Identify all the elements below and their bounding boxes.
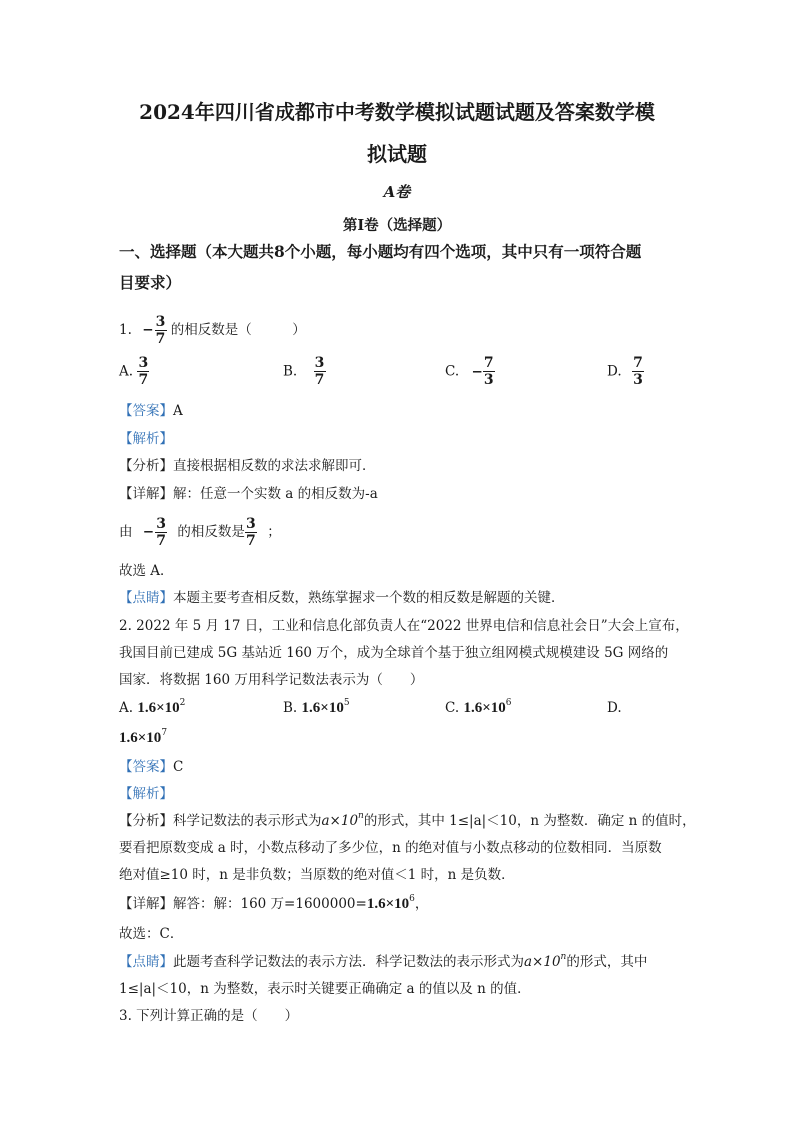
q2-option-d-label: D. [607, 700, 622, 716]
q1-option-a [119, 355, 149, 388]
answer-tag: 【答案】 [119, 403, 173, 419]
numerator: 3 [156, 516, 166, 532]
fenxi-tag: 【分析】 [119, 813, 173, 829]
q1-choose: 故选 A． [119, 563, 174, 579]
section-heading-line1: 一、选择题（本大题共8个小题，每小题均有四个选项，其中只有一项符合题 [119, 242, 642, 261]
q2-fenxi-line2: 要看把原数变成 a 时，小数点移动了多少位，n 的绝对值与小数点移动的位数相同．当原数 [119, 840, 662, 856]
q2-dianjing-line1 [119, 952, 647, 972]
q2-option-d [119, 730, 167, 747]
q2-answer [119, 757, 183, 777]
numerator: 3 [314, 355, 325, 371]
answer-value: A [173, 403, 183, 419]
q1-option-c [445, 355, 495, 388]
q2-option-c [445, 700, 511, 717]
q2-option-b [283, 700, 350, 717]
q3-stem-line1: 3. 下列计算正确的是（ ） [119, 1008, 299, 1024]
question-1-stem [119, 313, 306, 347]
option-base: 1.6×10 [137, 700, 180, 716]
section-heading-line2: 目要求） [119, 273, 182, 292]
q1-option-b [283, 355, 326, 388]
xiangjie-base: 1.6×10 [366, 896, 410, 912]
denominator: 3 [633, 372, 643, 388]
denominator: 7 [155, 331, 166, 347]
fenxi-tag: 【分析】 [119, 458, 173, 474]
option-label: B. [283, 700, 298, 716]
q1-option-d [607, 355, 644, 388]
dianjing-tag: 【点睛】 [119, 954, 173, 970]
answer-value: C [173, 759, 184, 775]
denominator: 7 [314, 372, 325, 388]
solution-by: 由 [119, 524, 133, 540]
denominator: 7 [138, 372, 149, 388]
doc-title-line2: 拟试题 [367, 142, 427, 166]
option-base: 1.6×10 [301, 700, 344, 716]
denominator: 3 [483, 372, 494, 388]
option-exponent: 6 [505, 698, 512, 708]
fenxi-exponent: n [358, 811, 364, 821]
denominator: 7 [246, 533, 256, 549]
minus-sign: − [142, 524, 155, 540]
solution-mid: 的相反数是 [177, 524, 245, 540]
q1-dianjing [119, 588, 565, 608]
numerator: 7 [483, 355, 494, 371]
dianjing-formula: a×10 [524, 954, 561, 970]
q2-dianjing-line2: 1≤|a|＜10，n 为整数，表示时关键要正确确定 a 的值以及 n 的值． [119, 981, 531, 997]
option-base: 1.6×10 [463, 700, 506, 716]
numerator: 3 [246, 516, 256, 532]
question-number: 1. [119, 322, 132, 338]
q2-stem-line2: 我国目前已建成 5G 基站近 160 万个，成为全球首个基于独立组网模式规模建设 5G 网络的 [119, 645, 669, 661]
q1-fenxi [119, 456, 376, 476]
q1-xiangjie [119, 484, 378, 504]
xiangjie-exponent: 6 [409, 894, 415, 904]
semicolon: ； [267, 524, 281, 540]
dianjing-text: 此题考查科学记数法的表示方法．科学记数法的表示形式为 [173, 954, 524, 970]
answer-tag: 【答案】 [119, 759, 173, 775]
q2-fenxi-line1 [119, 811, 696, 831]
dianjing-text: 本题主要考查相反数，熟练掌握求一个数的相反数是解题的关键． [173, 590, 565, 606]
q2-choose: 故选：C． [119, 926, 184, 942]
dianjing-tag: 【点睛】 [119, 590, 173, 606]
option-label: A. [119, 700, 134, 716]
option-label: A. [119, 363, 134, 380]
doc-title-line1: 2024年四川省成都市中考数学模拟试题试题及答案数学模 [139, 100, 655, 124]
question-1-tail: 的相反数是（ ） [170, 322, 306, 338]
option-base: 1.6×10 [119, 730, 162, 746]
dianjing-exponent: n [560, 952, 567, 962]
fraction [155, 314, 167, 347]
dianjing-text-end: 的形式，其中 [566, 954, 648, 970]
q1-analysis-tag: 【解析】 [119, 431, 173, 447]
option-label: C. [445, 363, 460, 380]
fenxi-text: 直接根据相反数的求法求解即可． [173, 458, 376, 474]
xiangjie-tag: 【详解】 [119, 896, 173, 912]
fenxi-formula: a×10 [321, 813, 359, 829]
option-exponent: 5 [343, 698, 350, 708]
q2-xiangjie [119, 894, 428, 914]
q2-stem-line3: 国家．将数据 160 万用科学记数法表示为（ ） [119, 672, 424, 688]
option-exponent: 2 [179, 698, 186, 708]
numerator: 3 [155, 314, 166, 330]
q2-fenxi-line3: 绝对值≥10 时，n 是非负数；当原数的绝对值＜1 时，n 是负数． [119, 867, 515, 883]
q2-analysis-tag: 【解析】 [119, 786, 173, 802]
numerator: 7 [633, 355, 643, 371]
option-label: B. [283, 363, 298, 380]
volume-label: A卷 [383, 183, 411, 201]
option-label: C. [445, 700, 460, 716]
xiangjie-tag: 【详解】 [119, 486, 173, 502]
q2-option-a [119, 700, 185, 717]
numerator: 3 [138, 355, 149, 371]
fenxi-text: 科学记数法的表示形式为 [173, 813, 322, 829]
fenxi-text-end: 的形式，其中 1≤|a|＜10，n 为整数．确定 n 的值时， [363, 813, 696, 829]
minus-sign: − [142, 322, 154, 338]
denominator: 7 [156, 533, 166, 549]
q1-answer [119, 401, 183, 421]
xiangjie-end: ， [414, 896, 429, 912]
option-exponent: 7 [161, 728, 168, 738]
xiangjie-text: 解：任意一个实数 a 的相反数为-a [173, 486, 378, 502]
q1-solution-line [119, 514, 281, 550]
q2-stem-line1: 2. 2022 年 5 月 17 日，工业和信息化部负责人在“2022 世界电信和信息社会日”大会上宣布， [119, 618, 689, 634]
part-label: 第Ⅰ卷（选择题） [342, 217, 452, 234]
option-sign: − [471, 363, 483, 380]
option-label: D. [607, 363, 622, 380]
xiangjie-text: 解答：解：160 万=1600000= [173, 896, 367, 912]
